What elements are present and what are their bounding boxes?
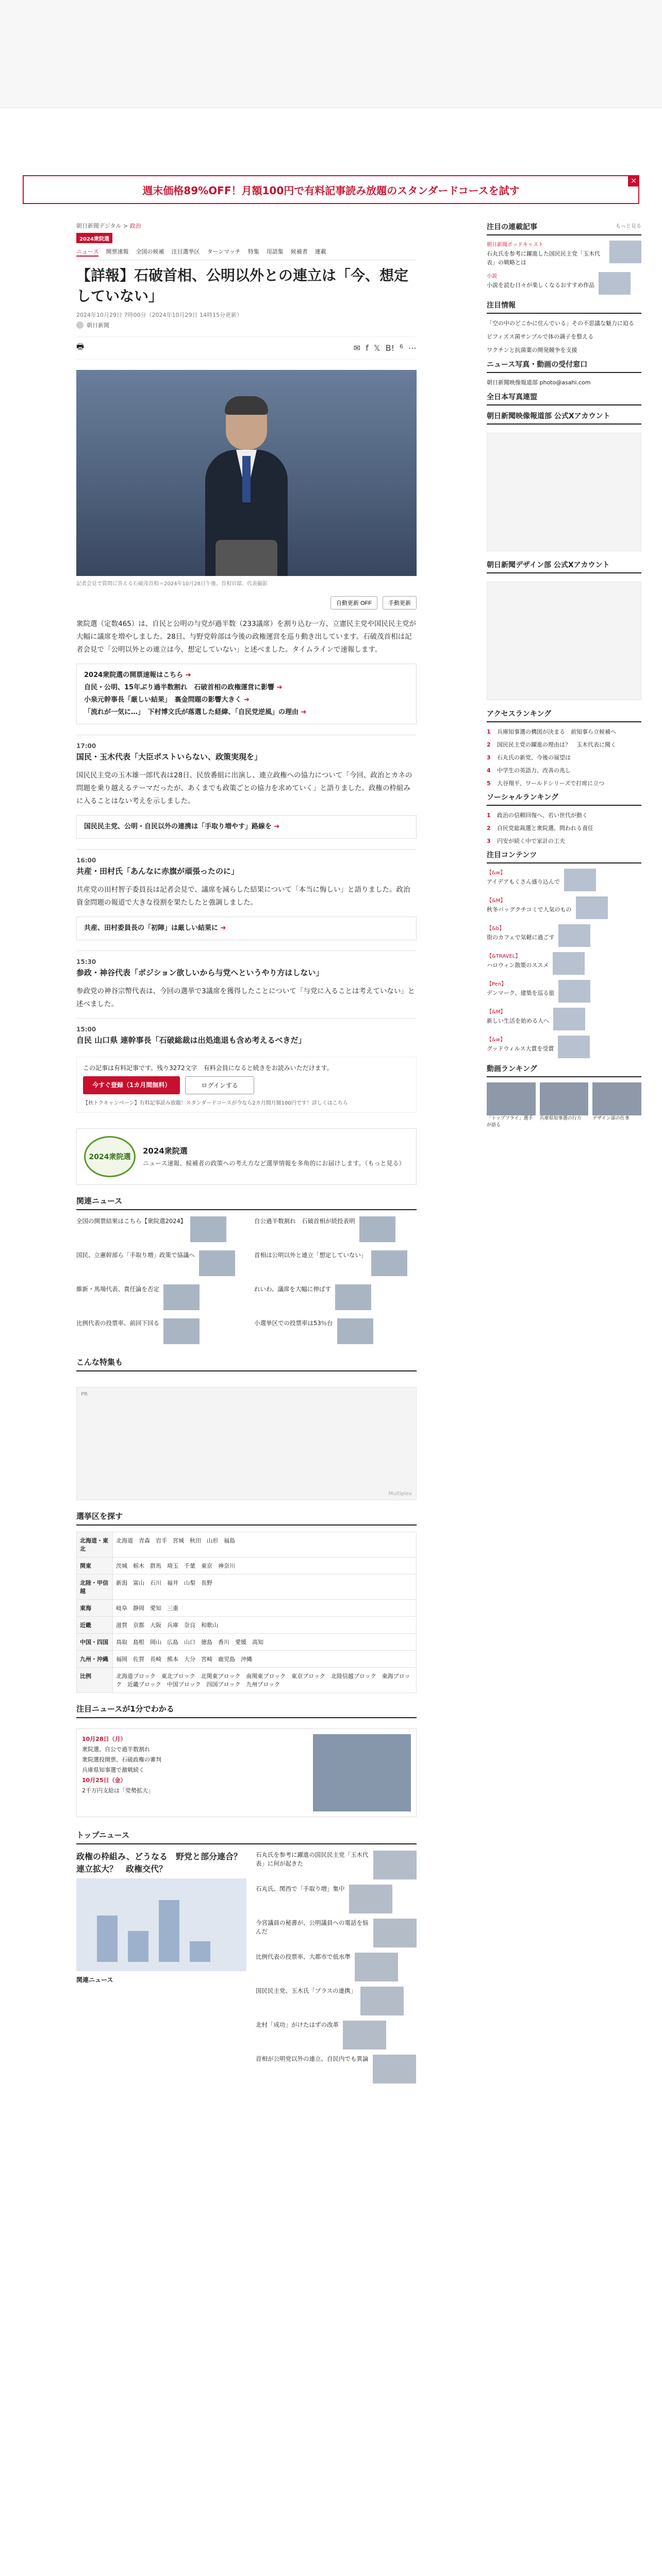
region-links[interactable]: 新潟 富山 石川 福井 山梨 長野 [113,1574,417,1600]
promo-text[interactable]: 週末価格89%OFF！月額100円で有料記事読み放題のスタンダードコースを試す [142,184,520,197]
election-promo[interactable]: 2024衆院選 2024衆院選 ニュース速報、候補者の政策への考え方など選挙情報を多角的にお届けします。（もっと見る） [76,1128,417,1185]
paywall-box: この記事は有料記事です。残り3272文字 有料会員になると続きをお読みいただけます。 今すぐ登録（1カ月間無料） ログインする 【秋トクキャンペーン】有料記事読み放題！スタンダードコースが今なら2カ月間月額100円です！詳しくはこちら [76,1057,417,1113]
timeline: 10月28日（月） 衆院選、自公で過半数割れ 衆院選投開票、石破政権の審判 兵庫県知事選で激戦続く 10月25日（金） 2千万円支給は「党勢拡大」 [76,1728,417,1817]
page-title: 【詳報】石破首相、公明以外との連立は「今、想定していない」 [76,267,409,304]
close-icon[interactable]: × [628,175,639,187]
list-item[interactable]: れいわ、議席を大幅に伸ばす [254,1284,417,1310]
tab-feature[interactable]: 特集 [247,248,259,255]
breadcrumb-category[interactable]: 政治 [129,223,141,229]
sidebar: 注目の連載記事 もっと見る 朝日新聞ポッドキャスト 石丸氏を参考に躍進した国民民主党「玉木代表」の戦略とは 小説 小説を読む日々が楽しくなるおすすめ作品 注目情報 「空の中のどこかに住んでいる」その不思議な魅力に迫る ビフィズス菌サンプルで体の調子を整える ワクチンと抗菌薬の開発競争を支援 ニュース写真・動画の受付窓口 朝日新聞映像報道部 photo@asahi.com 全日本写真連盟 朝日新聞映像報道部 公式Xアカウント 朝日新聞デザイン部 公式Xアカウント アクセスランキング 1 兵庫知事選の構図が決まる 前知事ら立候補へ 2 国民民主党の躍進の理由は？ 玉木代表に聞く 3 石丸氏の新党、今後の展望は 4 中学生の英語力、改善の兆し 5 大谷翔平、ワールドシリーズで打席に立つ ソーシャルランキング 1 政治の信頼回復へ、若い世代が動く 2 自民党総裁選と衆院選、問われる責任 3 円安が続く中で家計の工夫 注目コンテンツ 【&w】 アイデアもくさん盛り込んで 【&M】 秋冬バッグクチコミで人気のもの 【&b】 街のカフェで気軽に過ごす 【&TRAVEL】 ハロウィン散策のススメ 【Pen】 デンマーク、建築を巡る旅 【&M】 新しい生活を始める人へ 【&w】 グッドウィルス大賞を受賞 動画ランキング 「トップフライ」選手が語る 兵庫県知事選の行方 デザイン部の仕事 [487,222,641,1135]
tab-glossary[interactable]: 用語集 [266,248,284,255]
tab-results[interactable]: 開票速報 [106,248,129,255]
region-links[interactable]: 岐阜 静岡 愛知 三重 [113,1600,417,1617]
ad-slot[interactable]: PR Multiplex [76,1387,417,1500]
election-logo[interactable]: 2024衆院選 [76,233,112,243]
video-item[interactable]: 「トップフライ」選手が語る [487,1082,536,1129]
sidebar-item[interactable]: 【&M】 新しい生活を始める人へ [487,1008,641,1030]
region-finder: 選挙区を探す 北海道・東北 北海道 青森 岩手 宮城 秋田 山形 福島 関東 茨城 栃木 群馬 埼玉 千葉 東京 神奈川 北陸・甲信越 新潟 富山 石川 福井 山梨 長野 東海 岐阜 静岡 愛知 三重 近畿 滋賀 京都 大阪 兵庫 奈良 和歌山 中国・四国 鳥取 島根 岡山 広島 山口 徳島 香川 愛媛 高知 九州・沖縄 福岡 佐賀 長崎 熊本 大分 宮崎 鹿児島 沖縄 比例 北海道ブロック 東北ブロック 北関東ブロック 南関東ブロック 東京ブロック 北陸信越ブロック 東海ブロック 近畿ブロック 中国ブロック 四国ブロック 九州ブロック [76,1511,417,1693]
print-icon[interactable]: 🖶 [76,342,85,351]
timestamp: 2024年10月29日 7時00分（2024年10月29日 14時15分更新） [76,312,242,318]
tab-turn[interactable]: ターンマッチ [207,248,241,255]
related-link[interactable]: 小泉元幹事長「厳しい結果」 裏金問題の影響大きく ➔ [84,696,250,704]
top-news: トップニュース 政権の枠組み、どうなる 野党と部分連合？ 連立拡大？ 政権交代？ 関連ニュース 石丸氏を参考に躍進の国民民主党「玉木代表」に何が起きた 石丸氏、関西で「手取り増」集中 今宮議員の秘書が、公明議員への電話を悩んだ 比例代表の投票率、大都市で低水準 国民民主党、玉木氏「プラスの連携」 北村「成功」がけたはずの改革 首相が公明党以外の連立、自民内でも異論 [76,1829,417,2089]
sidebar-item[interactable]: 朝日新聞ポッドキャスト 石丸氏を参考に躍進した国民民主党「玉木代表」の戦略とは [487,241,641,267]
live-entry: 15:00 自民 山口県 連幹事長「石破総裁は出処進退も含め考えるべきだ」 [76,1018,417,1046]
video-item[interactable]: 兵庫県知事選の行方 [540,1082,589,1129]
entry-link[interactable]: 共産、田村委員長の「初陣」は厳しい結果に ➔ [76,917,417,940]
sidebar-link[interactable]: 全日本写真連盟 [487,393,537,401]
top-lead[interactable]: 政権の枠組み、どうなる 野党と部分連合？ 連立拡大？ 政権交代？ [76,1852,250,1874]
breadcrumb: 朝日新聞デジタル > 政治 [76,223,141,229]
sidebar-link[interactable]: 朝日新聞映像報道部 photo@asahi.com [487,379,591,386]
hatena-icon[interactable]: B! [385,343,394,353]
election-badge: 2024衆院選 [84,1136,136,1177]
region-links[interactable]: 滋賀 京都 大阪 兵庫 奈良 和歌山 [113,1617,417,1634]
facebook-icon[interactable]: f [366,343,369,353]
tab-candidates[interactable]: 全国の候補 [136,248,164,255]
ranking-item[interactable]: 1 兵庫知事選の構図が決まる 前知事ら立候補へ [487,728,616,735]
related-news-grid [76,1216,417,1344]
list-item[interactable]: 国民、立憲幹部ら「手取り増」政策で協議へ [76,1250,239,1276]
related-box [76,664,417,724]
video-item[interactable]: デザイン部の仕事 [592,1082,641,1129]
auto-update-toggle[interactable]: 自動更新 OFF [330,596,377,609]
tab-people[interactable]: 候補者 [290,248,308,255]
ranking-item[interactable]: 1 政治の信頼回復へ、若い世代が動く [487,812,588,819]
ranking-item[interactable]: 5 大谷翔平、ワールドシリーズで打席に立つ [487,780,605,787]
region-links[interactable]: 鳥取 島根 岡山 広島 山口 徳島 香川 愛媛 高知 [113,1634,417,1651]
ranking-item[interactable]: 3 石丸氏の新党、今後の展望は [487,754,571,761]
sidebar-item[interactable]: 【&w】 アイデアもくさん盛り込んで [487,869,641,891]
sidebar-link[interactable]: ワクチンと抗菌薬の開発競争を支援 [487,347,577,353]
list-item[interactable]: 石丸氏、関西で「手取り増」集中 [256,1885,417,1913]
timeline-head: 注目ニュースが1分でわかる [76,1703,417,1718]
ad-slot[interactable] [487,433,641,551]
list-item[interactable]: 石丸氏を参考に躍進の国民民主党「玉木代表」に何が起きた [256,1851,417,1879]
manual-update-button[interactable]: 手動更新 [383,596,417,609]
sidebar-link[interactable]: 朝日新聞デザイン部 公式Xアカウント [487,561,610,569]
login-button[interactable]: ログインする [185,1076,254,1094]
list-item[interactable]: 北村「成功」がけたはずの改革 [256,2021,417,2049]
more-features-head: こんな特集も [76,1357,417,1371]
photo-caption: 記者会見で質問に答える石破茂首相＝2024年10月28日午後、首相官邸、代表撮影 [76,581,268,587]
sidebar-item[interactable]: 小説 小説を読む日々が楽しくなるおすすめ作品 [487,272,641,295]
mail-icon[interactable]: ✉ [353,343,361,353]
list-item[interactable]: 維新・馬場代表、責任論を否定 [76,1284,239,1310]
list-item[interactable]: 比例代表の投票率、前回下回る [76,1318,239,1344]
ad-slot[interactable] [487,582,641,700]
lead-paragraph: 衆院選（定数465）は、自民と公明の与党が過半数（233議席）を割り込む一方、立憲民主党や国民民主党が大幅に議席を増やしました。28日、与野党幹部は今後の政権運営を巡り動き出しています。石破茂首相は記者会見で「公明以外との連立は今、想定していない」と述べました。タイムラインで速報します。 [76,620,417,654]
author[interactable]: 朝日新聞 [76,321,417,329]
promo-banner[interactable] [23,175,639,204]
related-news-head: 関連ニュース [76,1195,417,1210]
sidebar-link[interactable]: 朝日新聞映像報道部 公式Xアカウント [487,412,610,420]
list-item[interactable]: 比例代表の投票率、大都市で低水準 [256,1953,417,1981]
breadcrumb-home[interactable]: 朝日新聞デジタル [76,223,122,229]
sidebar-item[interactable]: 【&b】 街のカフェで気軽に過ごす [487,924,641,947]
tab-districts[interactable]: 注目選挙区 [171,248,200,255]
related-link[interactable]: 「流れが一気に…」 下村博文氏が落選した経緯、「自民党逆風」の理由 ➔ [84,708,307,716]
sidebar-item[interactable]: 【Pen】 デンマーク、建築を巡る旅 [487,980,641,1003]
sidebar-item[interactable]: 【&w】 グッドウィルス大賞を受賞 [487,1036,641,1058]
share-bar [76,336,417,360]
list-item[interactable]: 全国の開票結果はこちら【衆院選2024】 [76,1216,239,1242]
ranking-item[interactable]: 2 国民民主党の躍進の理由は？ 玉木代表に聞く [487,741,616,748]
article-photo [76,370,417,576]
sidebar-item[interactable]: 【&TRAVEL】 ハロウィン散策のススメ [487,952,641,975]
related-link[interactable]: 自民・公明、15年ぶり過半数割れ 石破首相の政権運営に影響 ➔ [84,684,283,691]
tab-series[interactable]: 連載 [315,248,326,255]
video-grid [487,1082,641,1129]
section-tabs [76,247,417,260]
site-header-area [0,0,662,108]
list-item[interactable]: 今宮議員の秘書が、公明議員への電話を悩んだ [256,1919,417,1947]
sidebar-link[interactable]: 「空の中のどこかに住んでいる」その不思議な魅力に迫る [487,320,634,327]
ranking-item[interactable]: 3 円安が続く中で家計の工夫 [487,838,565,844]
ranking-item[interactable]: 4 中学生の英語力、改善の兆し [487,767,571,774]
region-links[interactable]: 北海道 青森 岩手 宮城 秋田 山形 福島 [113,1532,417,1557]
article-main [76,222,417,2089]
more-icon[interactable]: ⋯ [408,343,417,353]
list-item[interactable]: 首相は公明以外と連立「想定していない」 [254,1250,417,1276]
list-item[interactable]: 首相が公明党以外の連立、自民内でも異論 [256,2055,417,2083]
more-link[interactable]: もっと見る [616,224,641,229]
live-entry: 17:00 国民・玉木代表「大臣ポストいらない、政策実現を」 国民民主党の玉木雄一郎代表は28日、民放番組に出演し、連立政権への協力について「今回、政治とカネの問題を乗り越えるテーマだったが、あくまでも政策ごとの協力を求めていく」と語りました。政権の枠組みに入ることはない考えを示しました。 国民民主党、公明・自民以外の連携は「手取り増やす」路線を ➔ [76,735,417,839]
list-item[interactable]: 小選挙区での投票率は53％台 [254,1318,417,1344]
related-head[interactable]: 2024衆院選の開票速報はこちら ➔ [84,671,191,679]
x-icon[interactable]: 𝕏 [373,343,380,353]
campaign-note[interactable]: 【秋トクキャンペーン】有料記事読み放題！スタンダードコースが今なら2カ月間月額100円です！詳しくはこちら [83,1100,348,1106]
live-entry: 16:00 共産・田村氏「あんなに赤旗が頑張ったのに」 共産党の田村智子委員長は記者会見で、議席を減らした結果について「本当に悔しい」と語りました。政治資金問題の報道で大きな役割を果たしたと強調しました。 共産、田村委員長の「初陣」は厳しい結果に ➔ [76,849,417,940]
timeline-item[interactable]: 衆院選、自公で過半数割れ [82,1746,150,1753]
sidebar-link[interactable]: ビフィズス菌サンプルで体の調子を整える [487,333,594,340]
timeline-item[interactable]: 兵庫県知事選で激戦続く [82,1767,144,1773]
list-item[interactable]: 自公過半数割れ 石破首相が続投表明 [254,1216,417,1242]
entry-link[interactable]: 国民民主党、公明・自民以外の連携は「手取り増やす」路線を ➔ [76,815,417,839]
share-count: 6 [400,343,403,350]
live-entry: 15:30 参政・神谷代表「ポジション欲しいから与党へというやり方はしない」 参政党の神谷宗幣代表は、今回の選挙で3議席を獲得したことについて「与党に入ることは考えていない」と述べました。 [76,951,417,1011]
timeline-item[interactable]: 2千万円支給は「党勢拡大」 [82,1787,154,1794]
author-avatar [76,321,84,329]
region-links[interactable]: 北海道ブロック 東北ブロック 北関東ブロック 南関東ブロック 東京ブロック 北陸信越ブロック 東海ブロック 近畿ブロック 中国ブロック 四国ブロック 九州ブロック [113,1668,417,1693]
region-links[interactable]: 茨城 栃木 群馬 埼玉 千葉 東京 神奈川 [113,1557,417,1574]
top-lead-image[interactable] [76,1878,246,1971]
timeline-item[interactable]: 衆院選投開票、石破政権の審判 [82,1756,161,1763]
tab-news[interactable]: ニュース [76,247,98,257]
timeline-image [313,1734,411,1811]
register-button[interactable]: 今すぐ登録（1カ月間無料） [83,1076,180,1094]
ranking-item[interactable]: 2 自民党総裁選と衆院選、問われる責任 [487,825,593,832]
region-links[interactable]: 福岡 佐賀 長崎 熊本 大分 宮崎 鹿児島 沖縄 [113,1651,417,1668]
podium [216,540,277,576]
sidebar-item[interactable]: 【&M】 秋冬バッグクチコミで人気のもの [487,896,641,919]
list-item[interactable]: 国民民主党、玉木氏「プラスの連携」 [256,1987,417,2015]
